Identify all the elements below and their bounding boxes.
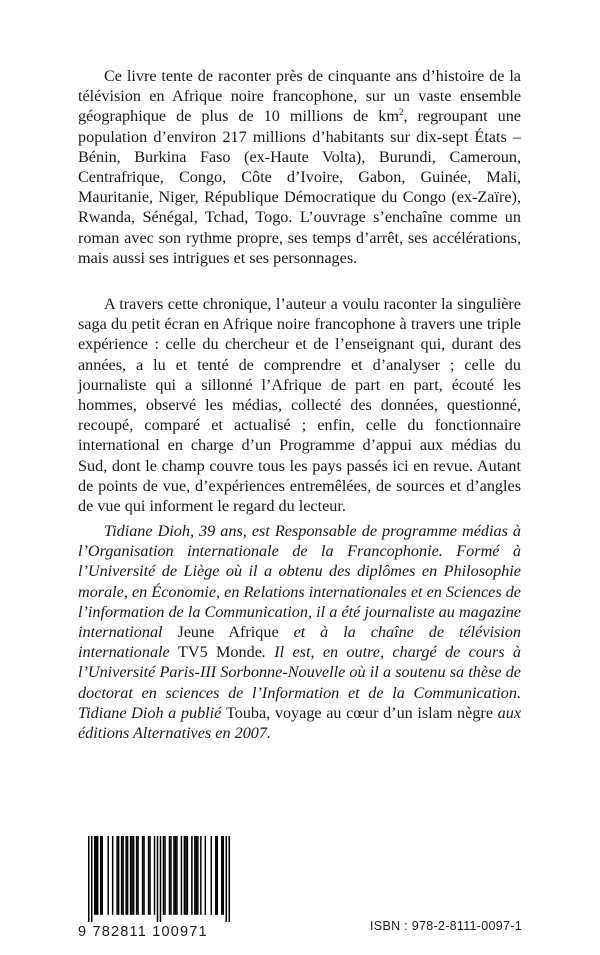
barcode-bar: [112, 836, 113, 915]
barcode-digits: 9 782811 100971: [78, 924, 208, 940]
barcode-bar: [169, 836, 170, 915]
barcode-bar: [133, 836, 134, 915]
summary-paragraph-1: [78, 66, 521, 268]
barcode-bar: [148, 836, 149, 915]
barcode-bar: [94, 836, 95, 915]
barcode-bar: [95, 836, 96, 915]
barcode-bar: [101, 836, 102, 915]
barcode-bar: [122, 836, 123, 915]
summary-paragraph-2: [78, 294, 521, 516]
barcode-bar: [121, 836, 122, 915]
barcode-bar: [191, 836, 192, 915]
barcode-bar: [149, 836, 150, 915]
bio-book-title: Touba, voyage au cœur d’un islam nègre: [225, 703, 494, 722]
barcode-bar: [194, 836, 195, 915]
barcode-guard-bar: [226, 836, 227, 922]
barcode-bar: [170, 836, 171, 915]
barcode-bar: [200, 836, 201, 915]
summary-paragraph-1-text-b: , regroupant une population d’environ 217 millions d’habitants sur dix-sept États – Bénin, Burkina Faso (ex-Haute Volta), Burundi, Cameroun, Centrafrique, Congo, Côte d’Ivoire, Gabon, Guinée, Mali, Mauritanie, Niger, République Démocratique du Congo (ex-Zaïre), Rwanda, Sénégal, Tchad, Togo. L’ouvrage s’enchaîne comme un roman avec son rythme propre, ses temps d’arrêt, ses accélérations, mais aussi ses intrigues et ses personnages.: [78, 107, 521, 267]
barcode-guard-bar: [88, 836, 89, 922]
barcode-bar: [125, 836, 126, 915]
barcode-bar: [100, 836, 101, 915]
barcode-bar: [221, 836, 222, 915]
barcode-bar: [136, 836, 137, 915]
barcode-bar: [143, 836, 144, 915]
barcode-bar: [185, 836, 186, 915]
barcode-bar: [131, 836, 132, 915]
isbn-label: ISBN : 978-2-8111-0097-1: [370, 919, 522, 933]
barcode-bar: [107, 836, 108, 915]
barcode-bar: [116, 836, 117, 915]
barcode-bar: [175, 836, 176, 915]
barcode-guard-bar: [91, 836, 92, 922]
barcode-bar: [223, 836, 224, 915]
bio-magazine-title: Jeune Afrique: [177, 623, 279, 642]
barcode-bar: [130, 836, 131, 915]
barcode-bar: [205, 836, 206, 915]
bio-part-2: et à la chaîne de télévision internationale: [78, 623, 521, 662]
barcode-bar: [164, 836, 165, 915]
barcode: [78, 836, 238, 942]
author-bio: [78, 521, 521, 743]
bio-part-4: aux éditions Alternatives en 2007.: [78, 703, 522, 743]
bio-channel-name: TV5 Monde: [178, 643, 262, 662]
barcode-bar: [163, 836, 164, 915]
superscript-2: 2: [398, 107, 404, 118]
barcode-bar: [127, 836, 128, 915]
barcode-bar: [184, 836, 185, 915]
summary-paragraph-1-text-a: Ce livre tente de raconter près de cinquante ans d’histoire de la télévision en Afrique noire francophone, sur un vaste ensemble géographique de plus de 10 millions de km: [78, 67, 521, 126]
barcode-guard-bar: [229, 836, 230, 922]
bio-part-1: Tidiane Dioh, 39 ans, est Responsable de programme médias à l’Organisation internationale de la Francophonie. Formé à l’Université de Liège où il a obtenu des diplômes en Philosophie morale, en Économie, en Relations internationales et en Sciences de l’information de la Communication, il a été journaliste au magazine international: [78, 522, 521, 642]
barcode-bar: [97, 836, 98, 915]
barcode-bar: [215, 836, 216, 915]
bio-part-3: . Il est, en outre, chargé de cours à l’Université Paris-III Sorbonne-Nouvelle où il a soutenu sa thèse de doctorat en sciences de l’Information et de la Communication. Tidiane Dioh a publié: [78, 643, 522, 722]
barcode-bar: [176, 836, 177, 915]
barcode-bar: [197, 836, 198, 915]
barcode-bar: [211, 836, 212, 915]
barcode-bar: [181, 836, 182, 915]
barcode-bars: [88, 836, 230, 922]
barcode-bar: [137, 836, 138, 915]
barcode-guard-bar: [157, 836, 158, 922]
barcode-bar: [187, 836, 188, 915]
barcode-bar: [154, 836, 155, 915]
barcode-bar: [142, 836, 143, 915]
barcode-bar: [173, 836, 174, 915]
barcode-guard-bar: [160, 836, 161, 922]
barcode-bar: [196, 836, 197, 915]
barcode-bar: [118, 836, 119, 915]
barcode-bar: [217, 836, 218, 915]
summary-paragraph-2-text: A travers cette chronique, l’auteur a voulu raconter la singulière saga du petit écran en Afrique noire francophone à travers une triple expérience : celle du chercheur et de l’enseignant qui, durant des années, a lu et tenté de comprendre et d’analyser ; celle du journaliste qui a sillonné l’Afrique de part en part, écouté les hommes, observé les médias, collecté des données, questionné, recoupé, comparé et actualisé ; enfin, celle du fonctionnaire international en charge d’un Programme d’appui aux médias du Sud, dont le champ couvre tous les pays passés ici en revue. Autant de points de vue, d’expériences entremêlées, de sources et d’angles de vue qui informent le regard du lecteur.: [78, 295, 521, 516]
